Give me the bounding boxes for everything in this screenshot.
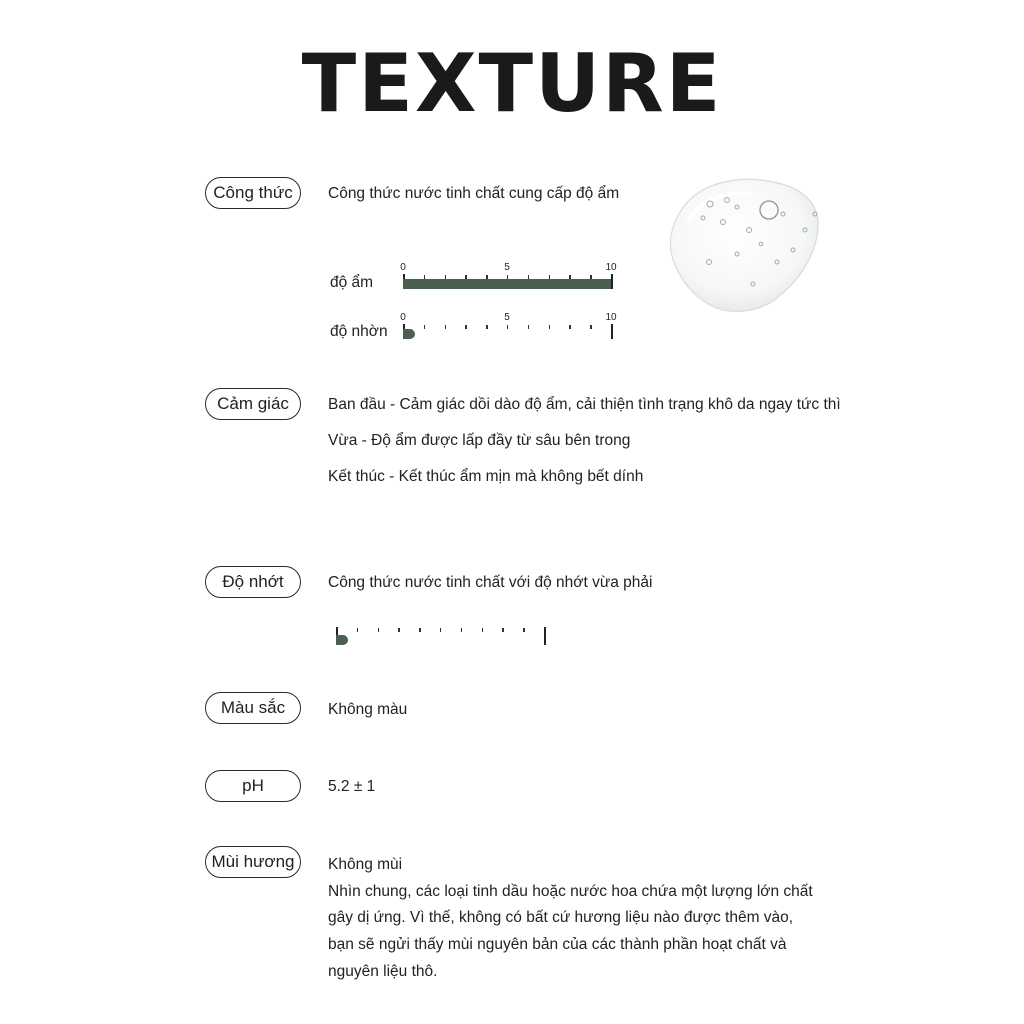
oiliness-scale	[400, 312, 617, 342]
viscosity-description: Công thức nước tinh chất với độ nhớt vừa phải	[328, 574, 653, 591]
scale-tick	[502, 628, 503, 632]
moisture-scale-max: 10	[605, 262, 617, 273]
feel-line-middle: Vừa - Độ ẩm được lấp đầy từ sâu bên trong	[328, 432, 631, 449]
moisture-scale	[400, 262, 617, 292]
scent-line: bạn sẽ ngửi thấy mùi nguyên bản của các thành phần hoạt chất và	[328, 936, 787, 954]
scale-tick	[528, 325, 529, 329]
ph-value: 5.2 ± 1	[328, 778, 376, 795]
scale-tick	[445, 325, 446, 329]
scale-tick	[419, 628, 420, 632]
scale-tick	[482, 628, 483, 632]
moisture-scale-label: độ ẩm	[330, 274, 374, 291]
oiliness-scale-min: 0	[400, 312, 406, 323]
page-title: TEXTURE	[301, 37, 723, 130]
scale-end-mark	[611, 324, 613, 339]
scale-tick	[357, 628, 358, 632]
viscosity-scale-fill	[336, 635, 348, 645]
scent-paragraph	[328, 852, 813, 986]
label-ph: pH	[205, 770, 301, 802]
scale-tick	[486, 325, 487, 329]
oiliness-scale-mid: 5	[504, 312, 510, 323]
scale-tick	[549, 325, 550, 329]
scale-tick	[461, 628, 462, 632]
feel-line-finish: Kết thúc - Kết thúc ẩm mịn mà không bết dính	[328, 468, 644, 485]
label-formula: Công thức	[205, 177, 301, 209]
viscosity-scale	[336, 626, 544, 648]
label-scent: Mùi hương	[205, 846, 301, 878]
scale-tick	[424, 325, 425, 329]
color-value: Không màu	[328, 701, 408, 718]
serum-droplet-icon	[665, 170, 825, 320]
label-color: Màu sắc	[205, 692, 301, 724]
label-viscosity: Độ nhớt	[205, 566, 301, 598]
moisture-scale-fill	[403, 279, 611, 289]
scale-tick	[523, 628, 524, 632]
scale-tick	[590, 325, 591, 329]
scale-tick	[378, 628, 379, 632]
moisture-scale-min: 0	[400, 262, 406, 273]
scale-tick	[507, 325, 508, 329]
label-feel: Cảm giác	[205, 388, 301, 420]
formula-description: Công thức nước tinh chất cung cấp độ ẩm	[328, 185, 620, 202]
scale-end-mark	[544, 627, 546, 645]
scale-tick	[398, 628, 399, 632]
scale-tick	[569, 325, 570, 329]
scent-line: gây dị ứng. Vì thế, không có bất cứ hương liệu nào được thêm vào,	[328, 909, 794, 927]
oiliness-scale-fill	[403, 329, 415, 339]
scent-line: Nhìn chung, các loại tinh dầu hoặc nước hoa chứa một lượng lớn chất	[328, 882, 813, 900]
scale-tick	[465, 325, 466, 329]
scale-end-mark	[611, 274, 613, 289]
oiliness-scale-label: độ nhờn	[330, 323, 388, 340]
scent-line: nguyên liệu thô.	[328, 962, 438, 980]
oiliness-scale-max: 10	[605, 312, 617, 323]
feel-line-initial: Ban đầu - Cảm giác dồi dào độ ẩm, cải thiện tình trạng khô da ngay tức thì	[328, 396, 841, 413]
scent-value: Không mùi	[328, 856, 403, 873]
moisture-scale-mid: 5	[504, 262, 510, 273]
scale-tick	[440, 628, 441, 632]
